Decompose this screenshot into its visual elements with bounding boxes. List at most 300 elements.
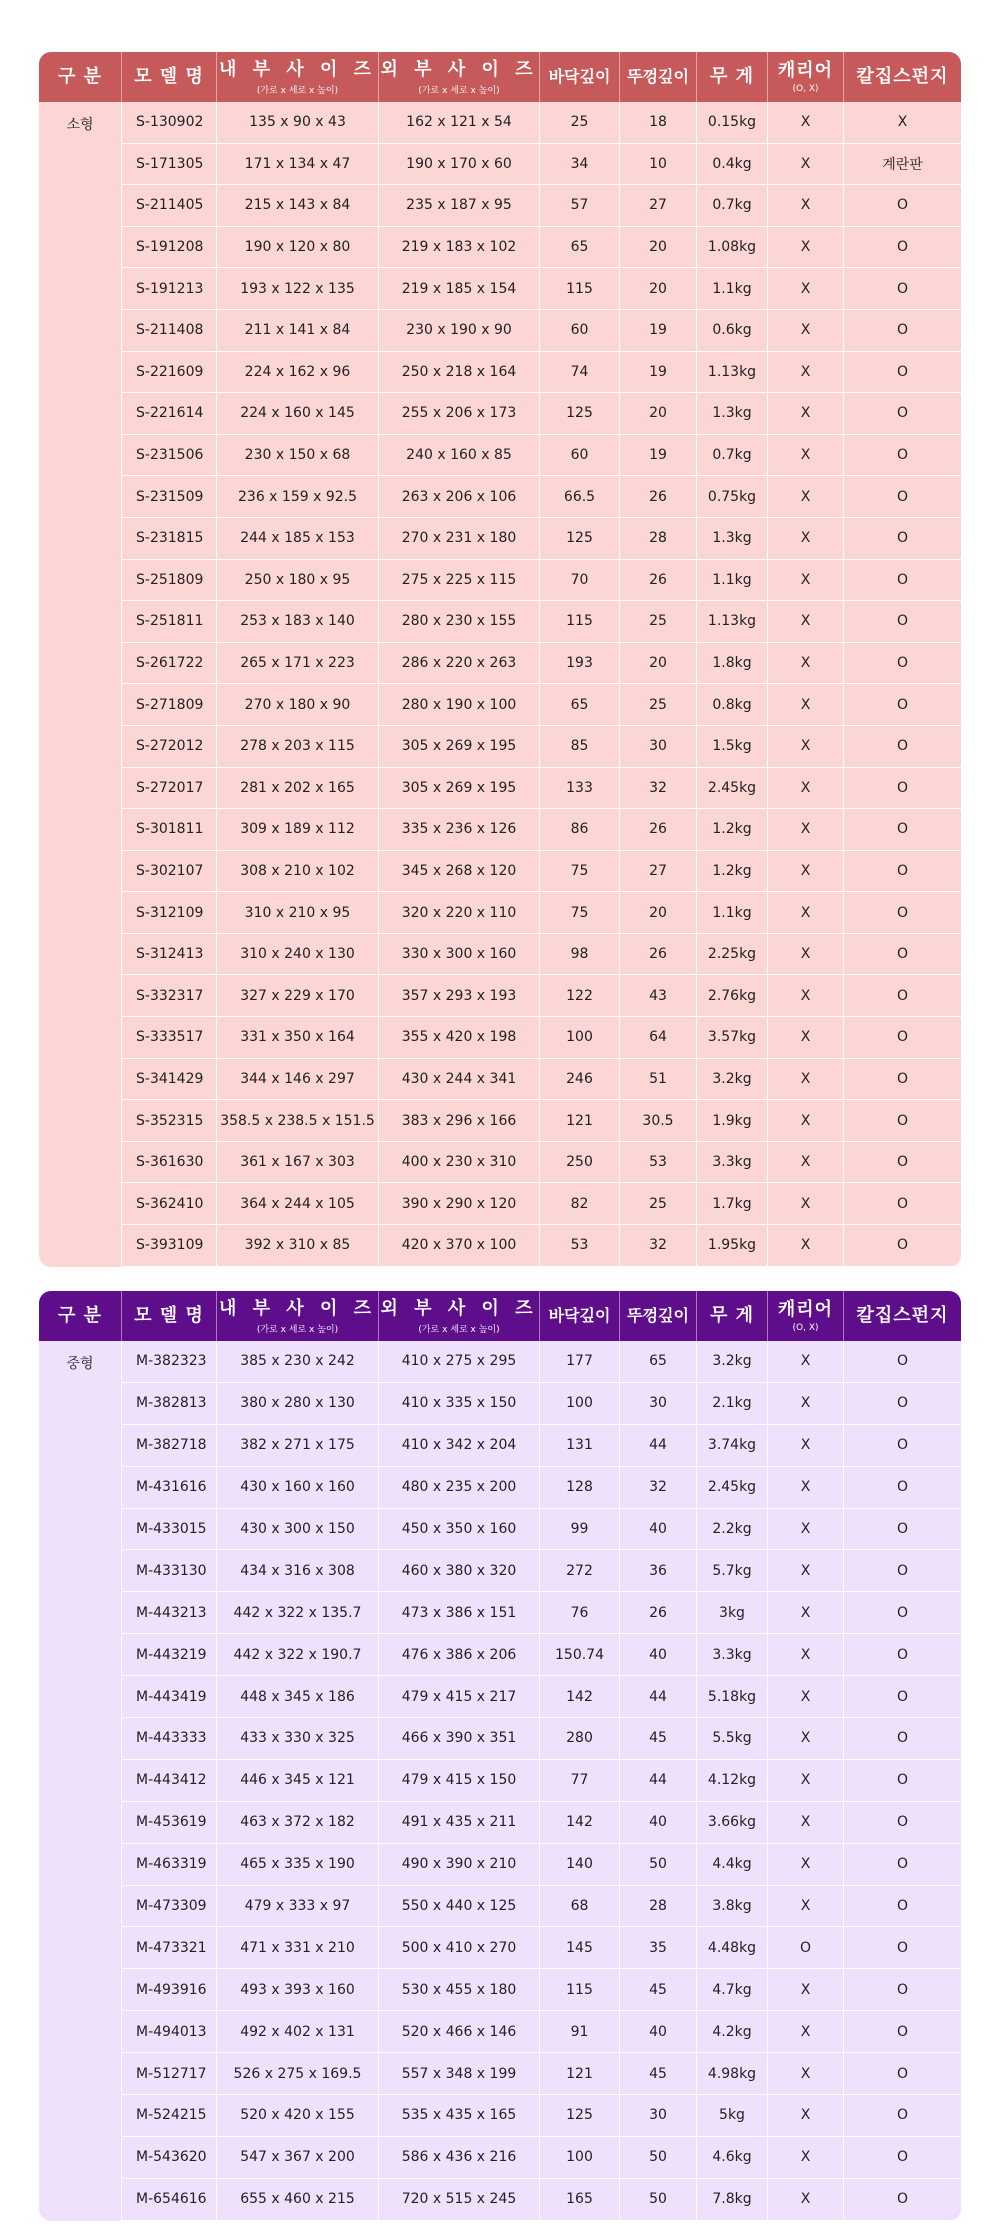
header-weight: 무 게: [697, 1291, 768, 1341]
bottom-depth-cell: 77: [540, 1760, 620, 1802]
weight-cell: 1.9kg: [697, 1100, 768, 1142]
inner-size-cell: 190 x 120 x 80: [217, 227, 379, 269]
inner-size-cell: 361 x 167 x 303: [217, 1142, 379, 1184]
knife-sponge-cell: O: [844, 393, 961, 435]
bottom-depth-cell: 145: [540, 1927, 620, 1969]
weight-cell: 4.98kg: [697, 2053, 768, 2095]
weight-cell: 0.15kg: [697, 102, 768, 144]
lid-depth-cell: 65: [620, 1341, 697, 1383]
inner-size-cell: 224 x 160 x 145: [217, 393, 379, 435]
model-cell: S-271809: [122, 684, 217, 726]
table-row: [39, 393, 961, 435]
table-row: [39, 1100, 961, 1142]
outer-size-cell: 383 x 296 x 166: [379, 1100, 540, 1142]
lid-depth-cell: 32: [620, 1225, 697, 1267]
weight-cell: 7.8kg: [697, 2179, 768, 2221]
carrier-cell: X: [768, 393, 844, 435]
weight-cell: 1.95kg: [697, 1225, 768, 1267]
table-row: [39, 518, 961, 560]
model-cell: S-272012: [122, 726, 217, 768]
category-cell: 소형: [39, 102, 122, 1267]
bottom-depth-cell: 99: [540, 1509, 620, 1551]
header-knife-sponge: 칼집스펀지: [844, 1291, 961, 1341]
bottom-depth-cell: 60: [540, 310, 620, 352]
lid-depth-cell: 30: [620, 2095, 697, 2137]
model-cell: M-493916: [122, 1969, 217, 2011]
lid-depth-cell: 28: [620, 518, 697, 560]
table-row: [39, 1059, 961, 1101]
outer-size-cell: 355 x 420 x 198: [379, 1017, 540, 1059]
lid-depth-cell: 25: [620, 601, 697, 643]
weight-cell: 1.2kg: [697, 809, 768, 851]
model-cell: M-443333: [122, 1718, 217, 1760]
header-inner-size: 내 부 사 이 즈 (가로 x 세로 x 높이): [217, 1291, 379, 1341]
model-cell: S-251811: [122, 601, 217, 643]
lid-depth-cell: 44: [620, 1425, 697, 1467]
table-row: [39, 768, 961, 810]
weight-cell: 3.66kg: [697, 1802, 768, 1844]
table-header-row: [39, 52, 961, 102]
medium-box-table: [39, 1291, 961, 2221]
knife-sponge-cell: O: [844, 643, 961, 685]
model-cell: M-433130: [122, 1550, 217, 1592]
model-cell: M-654616: [122, 2179, 217, 2221]
knife-sponge-cell: O: [844, 768, 961, 810]
carrier-cell: X: [768, 560, 844, 602]
bottom-depth-cell: 280: [540, 1718, 620, 1760]
table-row: [39, 934, 961, 976]
outer-size-cell: 280 x 230 x 155: [379, 601, 540, 643]
weight-cell: 0.7kg: [697, 435, 768, 477]
inner-size-cell: 281 x 202 x 165: [217, 768, 379, 810]
model-cell: M-433015: [122, 1509, 217, 1551]
table-header-row: [39, 1291, 961, 1341]
table-row: [39, 1183, 961, 1225]
lid-depth-cell: 19: [620, 310, 697, 352]
model-cell: S-393109: [122, 1225, 217, 1267]
outer-size-cell: 357 x 293 x 193: [379, 975, 540, 1017]
header-model: 모 델 명: [122, 1291, 217, 1341]
knife-sponge-cell: O: [844, 1886, 961, 1928]
lid-depth-cell: 26: [620, 476, 697, 518]
header-lid-depth: 뚜껑깊이: [620, 1291, 697, 1341]
outer-size-cell: 530 x 455 x 180: [379, 1969, 540, 2011]
inner-size-cell: 492 x 402 x 131: [217, 2011, 379, 2053]
bottom-depth-cell: 74: [540, 352, 620, 394]
inner-size-cell: 471 x 331 x 210: [217, 1927, 379, 1969]
table-row: [39, 144, 961, 186]
inner-size-cell: 442 x 322 x 190.7: [217, 1634, 379, 1676]
table-row: [39, 102, 961, 144]
table-row: [39, 851, 961, 893]
lid-depth-cell: 10: [620, 144, 697, 186]
carrier-cell: X: [768, 1886, 844, 1928]
table-row: [39, 601, 961, 643]
knife-sponge-cell: O: [844, 227, 961, 269]
carrier-cell: O: [768, 1927, 844, 1969]
header-model: 모 델 명: [122, 52, 217, 102]
carrier-cell: X: [768, 1802, 844, 1844]
header-lid-depth: 뚜껑깊이: [620, 52, 697, 102]
bottom-depth-cell: 131: [540, 1425, 620, 1467]
lid-depth-cell: 40: [620, 1802, 697, 1844]
lid-depth-cell: 45: [620, 1718, 697, 1760]
inner-size-cell: 479 x 333 x 97: [217, 1886, 379, 1928]
outer-size-cell: 410 x 275 x 295: [379, 1341, 540, 1383]
carrier-cell: X: [768, 1634, 844, 1676]
model-cell: M-443419: [122, 1676, 217, 1718]
bottom-depth-cell: 128: [540, 1467, 620, 1509]
knife-sponge-cell: O: [844, 2137, 961, 2179]
carrier-cell: X: [768, 268, 844, 310]
lid-depth-cell: 45: [620, 2053, 697, 2095]
bottom-depth-cell: 66.5: [540, 476, 620, 518]
lid-depth-cell: 45: [620, 1969, 697, 2011]
table-row: [39, 268, 961, 310]
inner-size-cell: 270 x 180 x 90: [217, 684, 379, 726]
lid-depth-cell: 40: [620, 1509, 697, 1551]
knife-sponge-cell: O: [844, 310, 961, 352]
bottom-depth-cell: 125: [540, 518, 620, 560]
outer-size-cell: 420 x 370 x 100: [379, 1225, 540, 1267]
outer-size-cell: 535 x 435 x 165: [379, 2095, 540, 2137]
table-row: [39, 975, 961, 1017]
bottom-depth-cell: 122: [540, 975, 620, 1017]
inner-size-cell: 655 x 460 x 215: [217, 2179, 379, 2221]
inner-size-cell: 385 x 230 x 242: [217, 1341, 379, 1383]
knife-sponge-cell: O: [844, 726, 961, 768]
weight-cell: 2.1kg: [697, 1383, 768, 1425]
knife-sponge-cell: O: [844, 1718, 961, 1760]
outer-size-cell: 450 x 350 x 160: [379, 1509, 540, 1551]
inner-size-cell: 250 x 180 x 95: [217, 560, 379, 602]
inner-size-cell: 380 x 280 x 130: [217, 1383, 379, 1425]
table-row: [39, 1383, 961, 1425]
knife-sponge-cell: O: [844, 476, 961, 518]
outer-size-cell: 410 x 342 x 204: [379, 1425, 540, 1467]
header-outer-size: 외 부 사 이 즈 (가로 x 세로 x 높이): [379, 1291, 540, 1341]
table-row: [39, 1844, 961, 1886]
weight-cell: 3.57kg: [697, 1017, 768, 1059]
carrier-cell: X: [768, 1592, 844, 1634]
weight-cell: 1.1kg: [697, 268, 768, 310]
model-cell: S-231815: [122, 518, 217, 560]
knife-sponge-cell: O: [844, 1142, 961, 1184]
outer-size-cell: 263 x 206 x 106: [379, 476, 540, 518]
model-cell: S-231506: [122, 435, 217, 477]
weight-cell: 3.8kg: [697, 1886, 768, 1928]
header-weight: 무 게: [697, 52, 768, 102]
outer-size-cell: 240 x 160 x 85: [379, 435, 540, 477]
inner-size-cell: 309 x 189 x 112: [217, 809, 379, 851]
outer-size-cell: 230 x 190 x 90: [379, 310, 540, 352]
lid-depth-cell: 26: [620, 809, 697, 851]
header-category: 구 분: [39, 1291, 122, 1341]
inner-size-cell: 526 x 275 x 169.5: [217, 2053, 379, 2095]
table-row: [39, 1634, 961, 1676]
model-cell: M-512717: [122, 2053, 217, 2095]
weight-cell: 3kg: [697, 1592, 768, 1634]
weight-cell: 4.6kg: [697, 2137, 768, 2179]
outer-size-cell: 720 x 515 x 245: [379, 2179, 540, 2221]
table-row: [39, 1142, 961, 1184]
outer-size-cell: 410 x 335 x 150: [379, 1383, 540, 1425]
weight-cell: 1.13kg: [697, 601, 768, 643]
outer-size-cell: 520 x 466 x 146: [379, 2011, 540, 2053]
lid-depth-cell: 64: [620, 1017, 697, 1059]
bottom-depth-cell: 85: [540, 726, 620, 768]
header-bottom-depth: 바닥깊이: [540, 52, 620, 102]
knife-sponge-cell: O: [844, 1969, 961, 2011]
bottom-depth-cell: 125: [540, 393, 620, 435]
model-cell: S-191213: [122, 268, 217, 310]
weight-cell: 5.7kg: [697, 1550, 768, 1592]
outer-size-cell: 255 x 206 x 173: [379, 393, 540, 435]
table-row: [39, 892, 961, 934]
bottom-depth-cell: 165: [540, 2179, 620, 2221]
weight-cell: 0.8kg: [697, 684, 768, 726]
lid-depth-cell: 35: [620, 1927, 697, 1969]
model-cell: S-272017: [122, 768, 217, 810]
carrier-cell: X: [768, 809, 844, 851]
weight-cell: 1.3kg: [697, 518, 768, 560]
header-knife-sponge: 칼집스펀지: [844, 52, 961, 102]
carrier-cell: X: [768, 643, 844, 685]
carrier-cell: X: [768, 1969, 844, 2011]
carrier-cell: X: [768, 1467, 844, 1509]
inner-size-cell: 463 x 372 x 182: [217, 1802, 379, 1844]
lid-depth-cell: 53: [620, 1142, 697, 1184]
table-row: [39, 1969, 961, 2011]
outer-size-cell: 479 x 415 x 217: [379, 1676, 540, 1718]
bottom-depth-cell: 75: [540, 851, 620, 893]
carrier-cell: X: [768, 1100, 844, 1142]
weight-cell: 5.5kg: [697, 1718, 768, 1760]
outer-size-cell: 586 x 436 x 216: [379, 2137, 540, 2179]
model-cell: S-191208: [122, 227, 217, 269]
lid-depth-cell: 50: [620, 1844, 697, 1886]
lid-depth-cell: 50: [620, 2179, 697, 2221]
model-cell: S-231509: [122, 476, 217, 518]
model-cell: M-494013: [122, 2011, 217, 2053]
carrier-cell: X: [768, 435, 844, 477]
lid-depth-cell: 32: [620, 1467, 697, 1509]
inner-size-cell: 278 x 203 x 115: [217, 726, 379, 768]
carrier-cell: X: [768, 2179, 844, 2221]
knife-sponge-cell: O: [844, 1341, 961, 1383]
outer-size-cell: 330 x 300 x 160: [379, 934, 540, 976]
knife-sponge-cell: O: [844, 2053, 961, 2095]
weight-cell: 1.3kg: [697, 393, 768, 435]
outer-size-cell: 491 x 435 x 211: [379, 1802, 540, 1844]
model-cell: S-261722: [122, 643, 217, 685]
weight-cell: 4.7kg: [697, 1969, 768, 2011]
bottom-depth-cell: 142: [540, 1802, 620, 1844]
knife-sponge-cell: O: [844, 518, 961, 560]
table-row: [39, 2137, 961, 2179]
table-row: [39, 1509, 961, 1551]
bottom-depth-cell: 86: [540, 809, 620, 851]
carrier-cell: X: [768, 684, 844, 726]
bottom-depth-cell: 25: [540, 102, 620, 144]
table-row: [39, 2179, 961, 2221]
knife-sponge-cell: O: [844, 1802, 961, 1844]
carrier-cell: X: [768, 1142, 844, 1184]
carrier-cell: X: [768, 476, 844, 518]
bottom-depth-cell: 68: [540, 1886, 620, 1928]
table-row: [39, 227, 961, 269]
carrier-cell: X: [768, 185, 844, 227]
bottom-depth-cell: 121: [540, 2053, 620, 2095]
carrier-cell: X: [768, 144, 844, 186]
model-cell: S-301811: [122, 809, 217, 851]
knife-sponge-cell: O: [844, 1927, 961, 1969]
weight-cell: 3.74kg: [697, 1425, 768, 1467]
lid-depth-cell: 26: [620, 934, 697, 976]
knife-sponge-cell: X: [844, 102, 961, 144]
carrier-cell: X: [768, 2011, 844, 2053]
weight-cell: 0.7kg: [697, 185, 768, 227]
carrier-cell: X: [768, 1509, 844, 1551]
table-row: [39, 1718, 961, 1760]
outer-size-cell: 400 x 230 x 310: [379, 1142, 540, 1184]
carrier-cell: X: [768, 2137, 844, 2179]
lid-depth-cell: 20: [620, 268, 697, 310]
knife-sponge-cell: 계란판: [844, 144, 961, 186]
carrier-cell: X: [768, 601, 844, 643]
table-row: [39, 560, 961, 602]
table-row: [39, 726, 961, 768]
outer-size-cell: 557 x 348 x 199: [379, 2053, 540, 2095]
bottom-depth-cell: 250: [540, 1142, 620, 1184]
header-carrier: 캐리어 (O, X): [768, 52, 844, 102]
bottom-depth-cell: 193: [540, 643, 620, 685]
knife-sponge-cell: O: [844, 1634, 961, 1676]
model-cell: M-443213: [122, 1592, 217, 1634]
lid-depth-cell: 20: [620, 643, 697, 685]
small-box-table: [39, 52, 961, 1267]
bottom-depth-cell: 100: [540, 2137, 620, 2179]
model-cell: S-221614: [122, 393, 217, 435]
lid-depth-cell: 43: [620, 975, 697, 1017]
weight-cell: 1.7kg: [697, 1183, 768, 1225]
bottom-depth-cell: 142: [540, 1676, 620, 1718]
header-outer-size: 외 부 사 이 즈 (가로 x 세로 x 높이): [379, 52, 540, 102]
knife-sponge-cell: O: [844, 601, 961, 643]
model-cell: S-312413: [122, 934, 217, 976]
weight-cell: 0.4kg: [697, 144, 768, 186]
carrier-cell: X: [768, 1341, 844, 1383]
model-cell: M-463319: [122, 1844, 217, 1886]
table-row: [39, 1425, 961, 1467]
table-row: [39, 1927, 961, 1969]
outer-size-cell: 500 x 410 x 270: [379, 1927, 540, 1969]
lid-depth-cell: 19: [620, 435, 697, 477]
inner-size-cell: 230 x 150 x 68: [217, 435, 379, 477]
inner-size-cell: 331 x 350 x 164: [217, 1017, 379, 1059]
inner-size-cell: 448 x 345 x 186: [217, 1676, 379, 1718]
weight-cell: 3.3kg: [697, 1142, 768, 1184]
inner-size-cell: 493 x 393 x 160: [217, 1969, 379, 2011]
table-row: [39, 1225, 961, 1267]
knife-sponge-cell: O: [844, 1550, 961, 1592]
knife-sponge-cell: O: [844, 1676, 961, 1718]
table-row: [39, 1550, 961, 1592]
weight-cell: 2.25kg: [697, 934, 768, 976]
model-cell: S-211408: [122, 310, 217, 352]
weight-cell: 5.18kg: [697, 1676, 768, 1718]
inner-size-cell: 327 x 229 x 170: [217, 975, 379, 1017]
header-inner-size: 내 부 사 이 즈 (가로 x 세로 x 높이): [217, 52, 379, 102]
weight-cell: 2.45kg: [697, 1467, 768, 1509]
lid-depth-cell: 20: [620, 892, 697, 934]
weight-cell: 2.76kg: [697, 975, 768, 1017]
model-cell: S-171305: [122, 144, 217, 186]
model-cell: S-362410: [122, 1183, 217, 1225]
model-cell: M-453619: [122, 1802, 217, 1844]
model-cell: S-333517: [122, 1017, 217, 1059]
inner-size-cell: 135 x 90 x 43: [217, 102, 379, 144]
table-row: [39, 1760, 961, 1802]
inner-size-cell: 392 x 310 x 85: [217, 1225, 379, 1267]
inner-size-cell: 430 x 160 x 160: [217, 1467, 379, 1509]
carrier-cell: X: [768, 1383, 844, 1425]
weight-cell: 1.2kg: [697, 851, 768, 893]
model-cell: M-382813: [122, 1383, 217, 1425]
header-carrier: 캐리어 (O, X): [768, 1291, 844, 1341]
bottom-depth-cell: 115: [540, 268, 620, 310]
knife-sponge-cell: O: [844, 1383, 961, 1425]
table-row: [39, 2011, 961, 2053]
outer-size-cell: 476 x 386 x 206: [379, 1634, 540, 1676]
lid-depth-cell: 20: [620, 227, 697, 269]
carrier-cell: X: [768, 975, 844, 1017]
knife-sponge-cell: O: [844, 1844, 961, 1886]
carrier-cell: X: [768, 1676, 844, 1718]
table-row: [39, 809, 961, 851]
model-cell: M-473321: [122, 1927, 217, 1969]
bottom-depth-cell: 177: [540, 1341, 620, 1383]
bottom-depth-cell: 60: [540, 435, 620, 477]
lid-depth-cell: 25: [620, 684, 697, 726]
carrier-cell: X: [768, 1017, 844, 1059]
bottom-depth-cell: 91: [540, 2011, 620, 2053]
inner-size-cell: 344 x 146 x 297: [217, 1059, 379, 1101]
carrier-cell: X: [768, 1844, 844, 1886]
weight-cell: 1.1kg: [697, 892, 768, 934]
knife-sponge-cell: O: [844, 1183, 961, 1225]
weight-cell: 0.6kg: [697, 310, 768, 352]
outer-size-cell: 480 x 235 x 200: [379, 1467, 540, 1509]
bottom-depth-cell: 100: [540, 1383, 620, 1425]
inner-size-cell: 446 x 345 x 121: [217, 1760, 379, 1802]
carrier-cell: X: [768, 310, 844, 352]
inner-size-cell: 430 x 300 x 150: [217, 1509, 379, 1551]
inner-size-cell: 310 x 240 x 130: [217, 934, 379, 976]
inner-size-cell: 215 x 143 x 84: [217, 185, 379, 227]
table-row: [39, 476, 961, 518]
bottom-depth-cell: 100: [540, 1017, 620, 1059]
lid-depth-cell: 28: [620, 1886, 697, 1928]
weight-cell: 4.12kg: [697, 1760, 768, 1802]
header-category: 구 분: [39, 52, 122, 102]
outer-size-cell: 219 x 185 x 154: [379, 268, 540, 310]
model-cell: S-302107: [122, 851, 217, 893]
lid-depth-cell: 30: [620, 1383, 697, 1425]
bottom-depth-cell: 272: [540, 1550, 620, 1592]
weight-cell: 4.2kg: [697, 2011, 768, 2053]
inner-size-cell: 244 x 185 x 153: [217, 518, 379, 560]
